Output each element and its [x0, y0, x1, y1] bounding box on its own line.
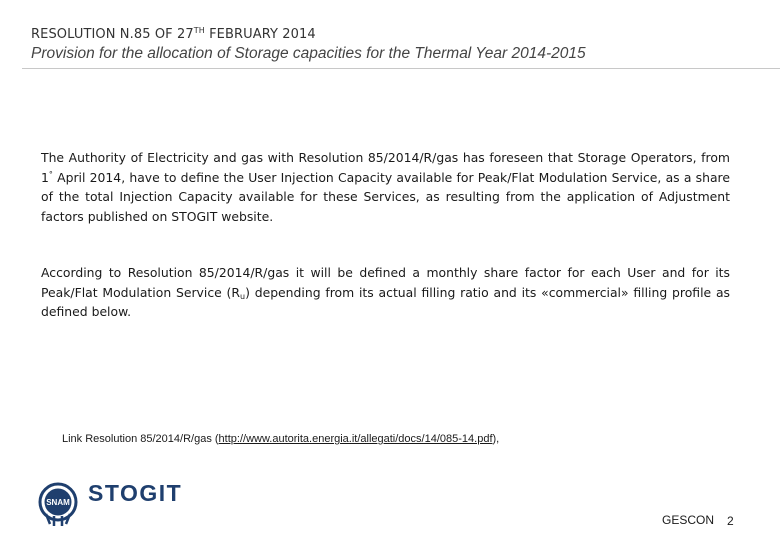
paragraph-1-ordinal: ° — [48, 169, 53, 179]
header-divider — [22, 68, 780, 69]
resolution-link-line — [62, 433, 499, 445]
paragraph-share-factor — [41, 263, 730, 322]
page-subtitle: Provision for the allocation of Storage capacities for the Thermal Year 2014-2015 — [31, 45, 586, 62]
link-suffix: ), — [492, 433, 500, 445]
resolution-link[interactable]: http://www.autorita.energia.it/allegati/docs/14/085-14.pdf — [218, 433, 493, 445]
page-title — [31, 26, 316, 42]
paragraph-2-part-2: ) depending from its actual filling ratio and its «commercial» filling profile as defined below. — [41, 284, 730, 319]
snam-emblem-icon — [38, 480, 84, 528]
page-title-ordinal-suffix: TH — [193, 26, 205, 35]
paragraph-1-part-2: April 2014, have to define the User Injection Capacity available for Peak/Flat Modulation Service, as a share of the total Injection Capacity available for these Services, as resulting from the application of Adjustment factors published on STOGIT website. — [41, 169, 730, 224]
page-title-date: FEBRUARY 2014 — [204, 27, 316, 42]
stogit-logo — [38, 480, 183, 528]
paragraph-2-part-1: According to Resolution 85/2014/R/gas it will be defined a monthly share factor for each User and for its Peak/Flat Modulation Service (R — [41, 265, 730, 300]
link-prefix: Link Resolution 85/2014/R/gas ( — [62, 433, 219, 445]
logo-wordmark: STOGIT — [88, 480, 183, 506]
footer-label: GESCON — [662, 513, 715, 527]
paragraph-1-part-1: The Authority of Electricity and gas with Resolution 85/2014/R/gas has foreseen that Storage Operators, from 1 — [41, 150, 730, 185]
page-number: 2 — [727, 514, 734, 528]
snam-emblem-text: SNAM — [46, 498, 70, 507]
paragraph-2-subscript: u — [240, 291, 246, 301]
paragraph-injection-capacity — [41, 148, 730, 226]
page-title-main: RESOLUTION N.85 OF 27 — [31, 27, 194, 42]
